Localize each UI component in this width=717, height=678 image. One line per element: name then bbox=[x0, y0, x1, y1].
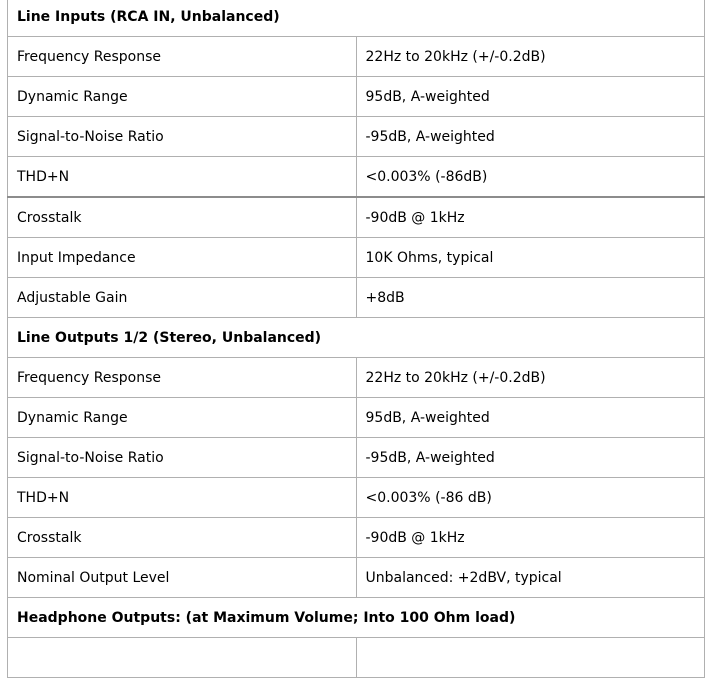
specifications-table bbox=[7, 0, 705, 678]
section-title: Headphone Outputs: (at Maximum Volume; Into 100 Ohm load) bbox=[8, 598, 705, 638]
spec-label bbox=[8, 638, 357, 678]
spec-label: Input Impedance bbox=[8, 238, 357, 278]
table-row bbox=[8, 518, 705, 558]
section-header-line-inputs bbox=[8, 0, 705, 37]
spec-label: Frequency Response bbox=[8, 358, 357, 398]
table-row bbox=[8, 398, 705, 438]
spec-label: Crosstalk bbox=[8, 518, 357, 558]
spec-label: Nominal Output Level bbox=[8, 558, 357, 598]
table-row bbox=[8, 558, 705, 598]
spec-value: Unbalanced: +2dBV, typical bbox=[356, 558, 705, 598]
spec-value: -95dB, A-weighted bbox=[356, 117, 705, 157]
section-title: Line Outputs 1/2 (Stereo, Unbalanced) bbox=[8, 318, 705, 358]
table-row bbox=[8, 117, 705, 157]
spec-label: Dynamic Range bbox=[8, 77, 357, 117]
spec-label: Signal-to-Noise Ratio bbox=[8, 438, 357, 478]
spec-value: 95dB, A-weighted bbox=[356, 77, 705, 117]
table-row bbox=[8, 438, 705, 478]
table-row bbox=[8, 77, 705, 117]
section-title: Line Inputs (RCA IN, Unbalanced) bbox=[8, 0, 705, 37]
spec-label: Adjustable Gain bbox=[8, 278, 357, 318]
table-row bbox=[8, 638, 705, 678]
spec-value bbox=[356, 638, 705, 678]
spec-value: -90dB @ 1kHz bbox=[356, 197, 705, 238]
spec-label: THD+N bbox=[8, 478, 357, 518]
spec-value: 95dB, A-weighted bbox=[356, 398, 705, 438]
table-row bbox=[8, 197, 705, 238]
spec-value: 22Hz to 20kHz (+/-0.2dB) bbox=[356, 37, 705, 77]
table-row bbox=[8, 157, 705, 198]
spec-value: -95dB, A-weighted bbox=[356, 438, 705, 478]
table-row bbox=[8, 278, 705, 318]
spec-value: 10K Ohms, typical bbox=[356, 238, 705, 278]
spec-label: Dynamic Range bbox=[8, 398, 357, 438]
spec-value: -90dB @ 1kHz bbox=[356, 518, 705, 558]
spec-value: <0.003% (-86 dB) bbox=[356, 478, 705, 518]
table-row bbox=[8, 238, 705, 278]
spec-value: <0.003% (-86dB) bbox=[356, 157, 705, 198]
section-header-line-outputs bbox=[8, 318, 705, 358]
spec-label: THD+N bbox=[8, 157, 357, 198]
spec-label: Crosstalk bbox=[8, 197, 357, 238]
spec-value: 22Hz to 20kHz (+/-0.2dB) bbox=[356, 358, 705, 398]
spec-value: +8dB bbox=[356, 278, 705, 318]
table-row bbox=[8, 478, 705, 518]
table-row bbox=[8, 358, 705, 398]
table-row bbox=[8, 37, 705, 77]
spec-label: Frequency Response bbox=[8, 37, 357, 77]
section-header-headphone-outputs bbox=[8, 598, 705, 638]
spec-label: Signal-to-Noise Ratio bbox=[8, 117, 357, 157]
